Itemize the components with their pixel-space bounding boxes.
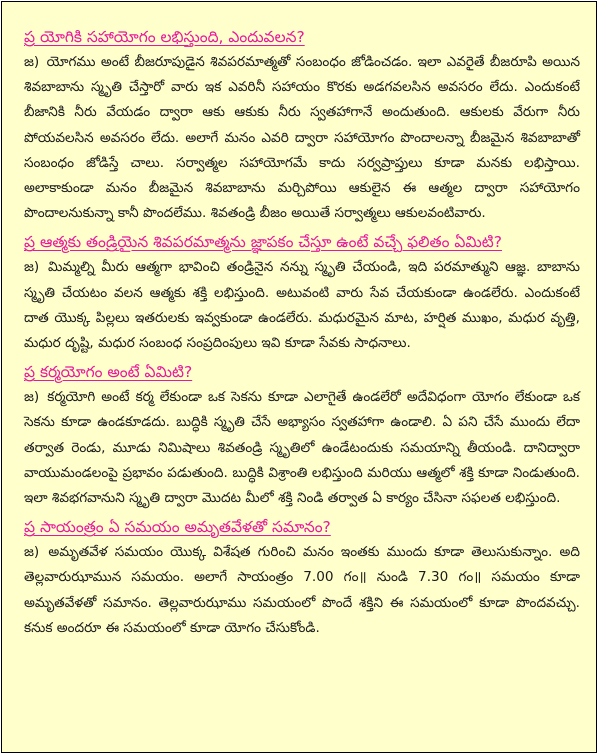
answer-text-4: అమృతవేళ సమయం యొక్క విశేషత గురించి మనం ఇంతకు ముందు కూడా తెలుసుకున్నాం. అది తెల్లవారుఝామున సమయం. అలాగే సాయంత్రం 7.00 గం॥ నుండి 7.30 గం॥ సమయం కూడా అమృతవేళతో సమానం. తెల్లవారుఝాము సమయంలో పొందే శక్తిని ఈ సమయంలో కూడా పొందవచ్చు. కనుక అందరూ ఈ సమయంలో కూడా యోగం చేసుకోండి. — [24, 544, 580, 636]
answer-3 — [24, 385, 580, 511]
question-2: ప్ర ఆత్మకు తండ్రియైన శివపరమాత్మను జ్ఞాపకం చేస్తూ ఉంటే వచ్చే ఫలితం ఏమిటి? — [24, 233, 503, 252]
qa-section-1 — [24, 24, 580, 226]
answer-text-1: యోగము అంటే బీజరూపుడైన శివపరమాత్మతో సంబంధం జోడించడం. ఇలా ఎవరైతే బీజరూపి అయిన శివబాబాను స్మృతి చేస్తారో వారు ఇక ఎవరినీ సహాయం కొరకు అడగవలసిన అవసరం లేదు. ఎందుకంటే బీజానికి నీరు వేయడం ద్వారా ఆకు ఆకుకు నీరు స్వతహాగానే అందుతుంది. ఆకులకు వేరుగా నీరు పోయవలసిన అవసరం లేదు. అలాగే మనం ఎవరి ద్వారా సహాయోగం పొందాలన్నా బీజమైన శివబాబాతో సంబంధం జోడిస్తే చాలు. సర్వాత్మల సహాయోగమే కాదు సర్వప్రాప్తులు కూడా మనకు లభిస్తాయి. అలాకాకుండా మనం బీజమైన శివబాబాను మర్చిపోయి ఆకులైన ఈ ఆత్మల ద్వారా సహాయోగం పొందాలనుకున్నా కానీ పొందలేము. శివతండ్రి బీజం అయితే సర్వాత్మలు ఆకులవంటివారు. — [24, 54, 580, 222]
answer-label-4: జ) — [24, 544, 40, 561]
answer-text-2: మిమ్మల్ని మీరు ఆత్మగా భావించి తండ్రినైన నన్ను స్మృతి చేయండి, ఇది పరమాత్ముని ఆజ్ఞ. బాబాను స్మృతి చేయటం వలన ఆత్మకు శక్తి లభిస్తుంది. అటువంటి వారు సేవ చేయకుండా ఉండలేరు. ఎందుకంటే దాత యొక్క పిల్లలు ఇతరులకు ఇవ్వకుండా ఉండలేరు. మధురమైన మాట, హర్షిత ముఖం, మధుర వృత్తి, మధుర దృష్టి, మధుర సంబంధ సంప్రదింపులు ఇవి కూడా సేవకు సాధనాలు. — [24, 259, 580, 352]
answer-text-3: కర్మయోగి అంటే కర్మ లేకుండా ఒక సెకను కూడా ఎలాగైతే ఉండలేరో అదేవిధంగా యోగం లేకుండా ఒక సెకను కూడా ఉండకూడదు. బుద్ధికి స్మృతి చేసే అభ్యాసం స్వతహాగా ఉండాలి. ఏ పని చేసే ముందు లేదా తర్వాత రెండు, మూడు నిమిషాలు శివతండ్రి స్మృతిలో ఉండేటందుకు సమయాన్ని తీయండి. దానిద్వారా వాయుమండలంపై ప్రభావం పడుతుంది. బుద్ధికి విశ్రాంతి లభిస్తుంది మరియు ఆత్మలో శక్తి కూడా నిండుతుంది. ఇలా శివభగవానుని స్మృతి ద్వారా మొదట మీలో శక్తి నిండి తర్వాత ఏ కార్యం చేసినా సఫలత లభిస్తుంది. — [24, 389, 580, 507]
answer-label-1: జ) — [24, 54, 40, 70]
answer-label-3: జ) — [24, 389, 40, 406]
question-1: ప్ర యోగికి సహాయోగం లభిస్తుంది, ఎందువలన? — [24, 28, 305, 46]
document-page — [1, 1, 597, 753]
question-3: ప్ర కర్మయోగం అంటే ఏమిటి? — [24, 363, 193, 382]
qa-section-4 — [24, 514, 580, 641]
answer-label-2: జ) — [24, 259, 40, 276]
qa-section-3 — [24, 359, 580, 511]
answer-4 — [24, 540, 580, 641]
question-4: ప్ర సాయంత్రం ఏ సమయం అమృతవేళతో సమానం? — [24, 518, 331, 537]
qa-section-2 — [24, 229, 580, 356]
answer-1 — [24, 50, 580, 226]
answer-2 — [24, 255, 580, 356]
